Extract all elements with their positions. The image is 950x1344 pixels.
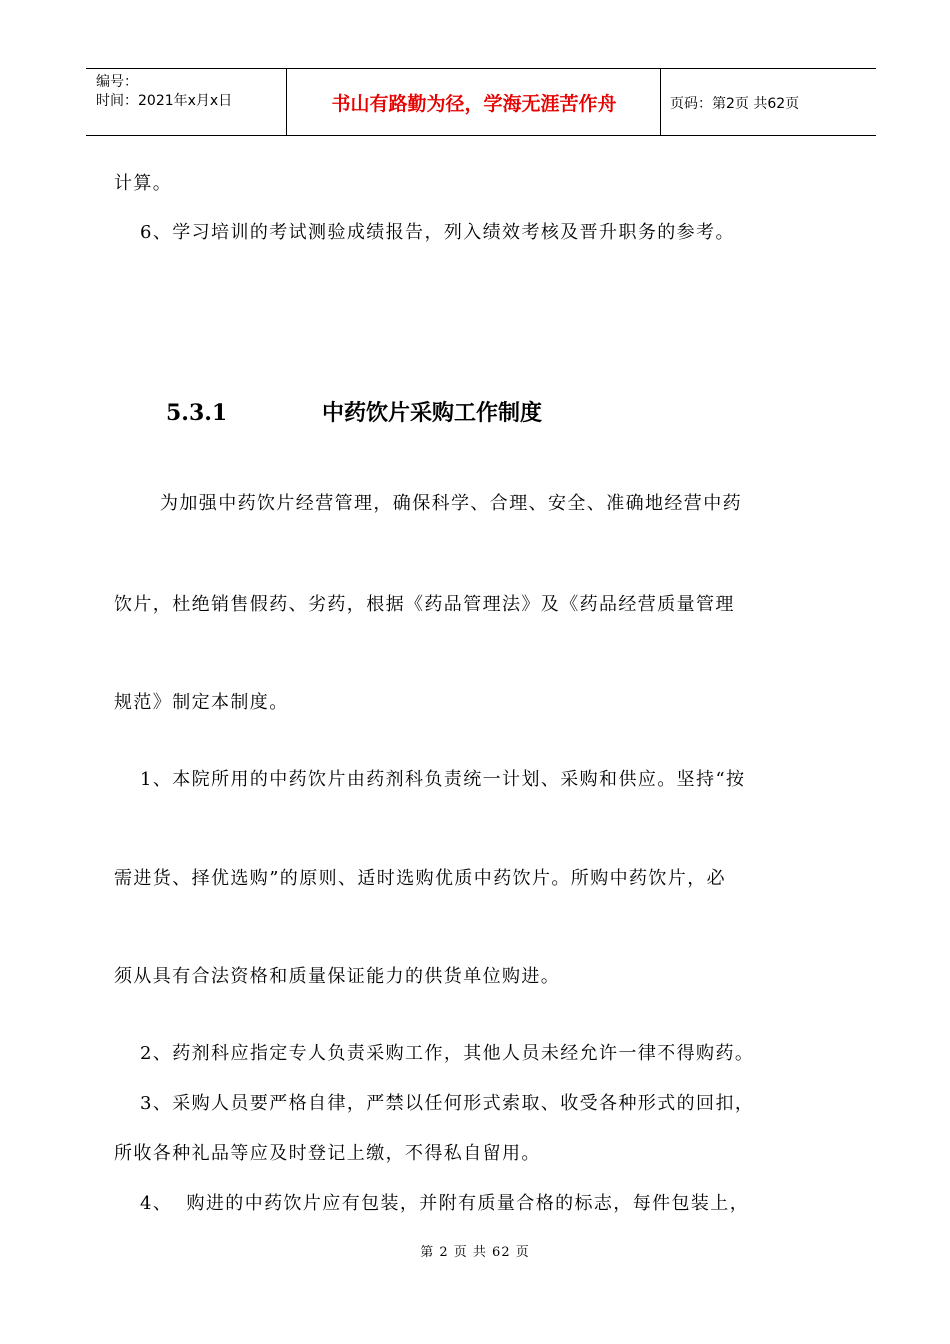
- paragraph-line: 需进货、择优选购”的原则、适时选购优质中药饮片。所购中药饮片，必: [114, 868, 726, 889]
- paragraph-line: 3、采购人员要严格自律，严禁以任何形式索取、收受各种形式的回扣，: [140, 1093, 755, 1114]
- header-divider-left: [286, 69, 287, 135]
- section-number: 5.3.1: [166, 400, 228, 426]
- document-header: [86, 68, 876, 136]
- paragraph-line: 为加强中药饮片经营管理，确保科学、合理、安全、准确地经营中药: [160, 493, 742, 514]
- paragraph-line: 所收各种礼品等应及时登记上缴，不得私自留用。: [114, 1143, 541, 1164]
- paragraph-line: 4、 购进的中药饮片应有包装，并附有质量合格的标志，每件包装上，: [140, 1193, 750, 1214]
- header-motto: 书山有路勤为径，学海无涯苦作舟: [331, 93, 617, 115]
- section-title: 中药饮片采购工作制度: [322, 400, 543, 426]
- document-date-label: 时间：2021年x月x日: [96, 93, 233, 109]
- paragraph-line: 2、药剂科应指定专人负责采购工作，其他人员未经允许一律不得购药。: [140, 1043, 755, 1064]
- header-meta: [86, 69, 286, 135]
- document-number-label: 编号：: [96, 74, 138, 90]
- paragraph-line: 饮片，杜绝销售假药、劣药，根据《药品管理法》及《药品经营质量管理: [114, 594, 735, 615]
- paragraph-line: 须从具有合法资格和质量保证能力的供货单位购进。: [114, 966, 561, 987]
- header-page-info: 页码：第2页 共62页: [670, 96, 800, 112]
- paragraph-line: 规范》制定本制度。: [114, 692, 289, 713]
- header-divider-right: [660, 69, 661, 135]
- body-line: 6、学习培训的考试测验成绩报告，列入绩效考核及晋升职务的参考。: [140, 222, 735, 243]
- paragraph-line: 1、本院所用的中药饮片由药剂科负责统一计划、采购和供应。坚持“按: [140, 769, 746, 790]
- page-footer: 第 2 页 共 62 页: [420, 1245, 530, 1260]
- body-line: 计算。: [114, 173, 173, 194]
